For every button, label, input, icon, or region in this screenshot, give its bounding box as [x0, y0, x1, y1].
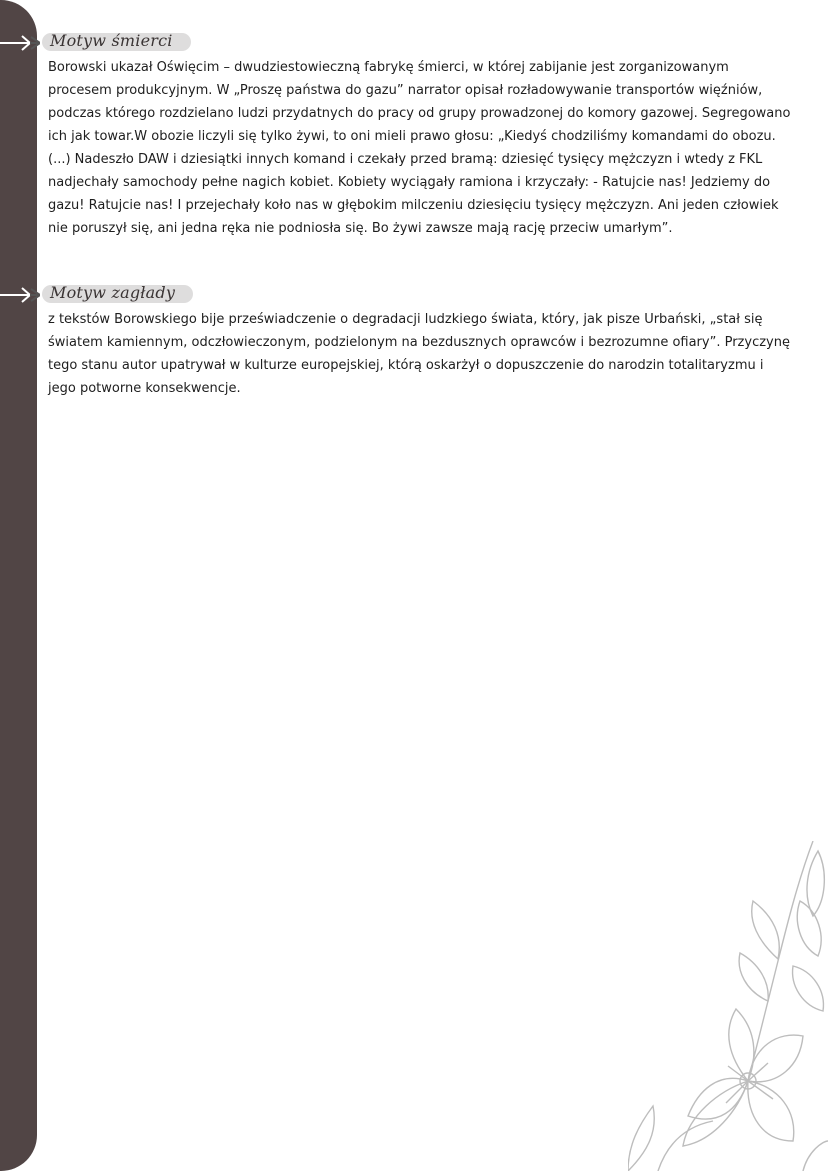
section-death-motif: [48, 30, 793, 240]
arrow-right-icon: [0, 285, 40, 305]
section-annihilation-motif: [48, 282, 793, 400]
flower-outline-icon: [628, 841, 828, 1171]
section-heading: Motyw śmierci: [48, 30, 185, 52]
section-paragraph: z tekstów Borowskiego bije przeświadczenie o degradacji ludzkiego świata, który, jak pisze Urbański, „stał się światem kamiennym, odczłowieczonym, podzielonym na bezdusznych oprawców i bezrozumne ofiary”. Przyczynę tego stanu autor upatrywał w kulturze europejskiej, którą oskarżył o dopuszczenie do narodzin totalitaryzmu i jego potworne konsekwencje.: [48, 312, 790, 396]
section-paragraph: Borowski ukazał Oświęcim – dwudziestowieczną fabrykę śmierci, w której zabijanie jest zorganizowanym procesem produkcyjnym. W „Proszę państwa do gazu” narrator opisał rozładowywanie transportów więźniów, podczas którego rozdzielano ludzi przydatnych do pracy od grupy prowadzonej do komory gazowej. Segregowano ich jak towar.W obozie liczyli się tylko żywi, to oni mieli prawo głosu: „Kiedyś chodziliśmy komandami do obozu. (...) Nadeszło DAW i dziesiątki innych komand i czekały przed bramą: dziesięć tysięcy mężczyzn i wtedy z FKL nadjechały samochody pełne nagich kobiet. Kobiety wyciągały ramiona i krzyczały: - Ratujcie nas! Jedziemy do gazu! Ratujcie nas! I przejechały koło nas w głębokim milczeniu dziesięciu tysięcy mężczyzn. Ani jeden człowiek nie poruszył się, ani jedna ręka nie podniosła się. Bo żywi zawsze mają rację przeciw umarłym”.: [48, 60, 791, 236]
side-band: [0, 0, 37, 1171]
arrow-right-icon: [0, 33, 40, 53]
section-heading: Motyw zagłady: [48, 282, 187, 304]
